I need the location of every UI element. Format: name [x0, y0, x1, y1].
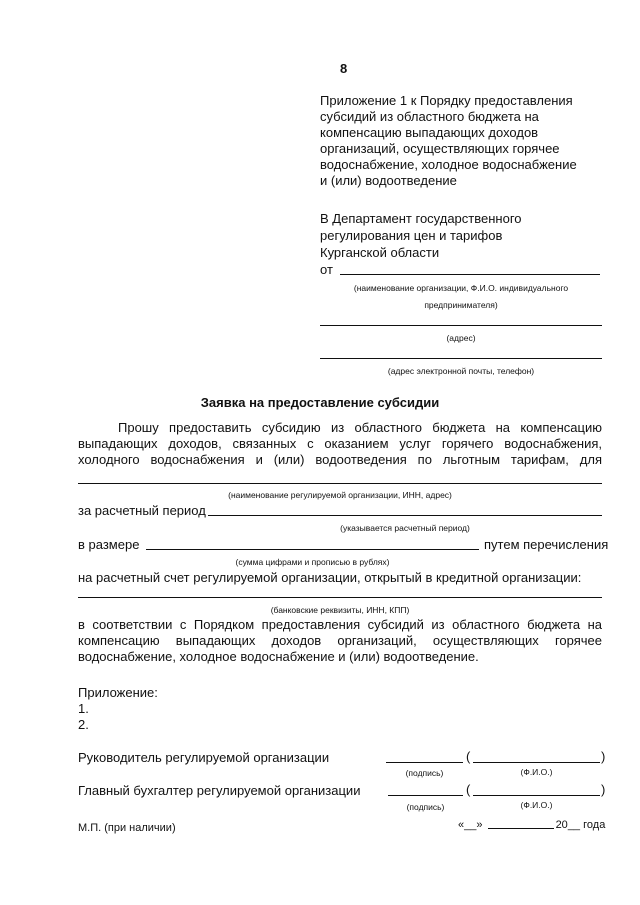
addressee-line-3: Курганской области	[320, 245, 440, 260]
para1-line-2: выпадающих доходов, связанных с оказанием услуг горячего водоснабжения,	[78, 436, 602, 451]
date-year-suffix: года	[583, 819, 606, 831]
attachment-item-2: 2.	[78, 717, 89, 732]
head-close-paren: )	[601, 749, 606, 764]
para2-line-1: в соответствии с Порядком предоставления субсидий из областного бюджета на	[78, 617, 602, 632]
appendix-line-5: водоснабжение, холодное водоснабжение	[320, 157, 577, 172]
hint-address: (адрес)	[446, 333, 476, 343]
accountant-label: Главный бухгалтер регулируемой организации	[78, 783, 361, 798]
accountant-open-paren: (	[466, 782, 471, 797]
addressee-line-2: регулирования цен и тарифов	[320, 228, 503, 243]
head-name-hint: (Ф.И.О.)	[520, 767, 553, 777]
hint-bank: (банковские реквизиты, ИНН, КПП)	[270, 605, 410, 615]
account-line-text: на расчетный счет регулируемой организации, открытый в кредитной организации:	[78, 570, 582, 585]
attachments-label: Приложение:	[78, 685, 158, 700]
addressee-line-1: В Департамент государственного	[320, 211, 522, 226]
accountant-signature-line	[388, 795, 463, 796]
para2-line-2: компенсацию выпадающих доходов организаций, осуществляющих горячее	[78, 633, 602, 648]
date-year-prefix: 20	[555, 819, 568, 831]
bank-details-line	[78, 597, 602, 598]
hint-org-line-2: предпринимателя)	[424, 300, 498, 310]
appendix-line-3: компенсацию выпадающих доходов	[320, 125, 539, 140]
head-signature-line	[386, 762, 463, 763]
org-name-line	[78, 483, 602, 484]
appendix-line-6: и (или) водоотведение	[320, 173, 457, 188]
from-label: от	[320, 262, 333, 277]
head-label: Руководитель регулируемой организации	[78, 750, 330, 765]
hint-org-line-1: (наименование организации, Ф.И.О. индивидуального	[353, 283, 569, 293]
period-line	[208, 515, 602, 516]
from-org-line	[340, 274, 600, 275]
hint-email: (адрес электронной почты, телефон)	[387, 366, 535, 376]
hint-period: (указывается расчетный период)	[340, 523, 470, 533]
amount-label: в размере	[78, 537, 140, 552]
hint-amount: (сумма цифрами и прописью в рублях)	[235, 557, 390, 567]
date-open-quote: «	[458, 819, 465, 831]
page-number: 8	[340, 61, 348, 76]
appendix-line-1: Приложение 1 к Порядку предоставления	[320, 93, 573, 108]
appendix-line-4: организаций, осуществляющих горячее	[320, 141, 560, 156]
head-name-line	[473, 762, 600, 763]
date-year-blank: __	[567, 819, 581, 831]
transfer-label: путем перечисления	[484, 537, 609, 552]
head-open-paren: (	[466, 749, 471, 764]
date-field	[458, 818, 605, 832]
para1-line-3: холодного водоснабжения и (или) водоотведения по льготным тарифам, для	[78, 452, 602, 467]
email-line	[320, 358, 602, 359]
attachment-item-1: 1.	[78, 701, 89, 716]
head-sig-hint: (подпись)	[405, 768, 444, 778]
period-label: за расчетный период	[78, 503, 206, 518]
amount-line	[146, 549, 479, 550]
date-day-blank: __	[464, 819, 477, 831]
appendix-line-2: субсидий из областного бюджета на	[320, 109, 539, 124]
date-close-quote: »	[476, 819, 483, 831]
date-month-blank	[488, 828, 554, 829]
document-title: Заявка на предоставление субсидии	[200, 395, 440, 410]
accountant-close-paren: )	[601, 782, 606, 797]
accountant-name-line	[473, 795, 600, 796]
address-line	[320, 325, 602, 326]
para2-line-3: водоснабжение, холодное водоснабжение и (или) водоотведение.	[78, 649, 479, 664]
para1-line-1: Прошу предоставить субсидию из областного бюджета на компенсацию	[118, 420, 602, 435]
accountant-name-hint: (Ф.И.О.)	[520, 800, 553, 810]
accountant-sig-hint: (подпись)	[406, 802, 445, 812]
stamp-label: М.П. (при наличии)	[78, 822, 176, 834]
hint-org-name: (наименование регулируемой организации, ИНН, адрес)	[228, 490, 452, 500]
